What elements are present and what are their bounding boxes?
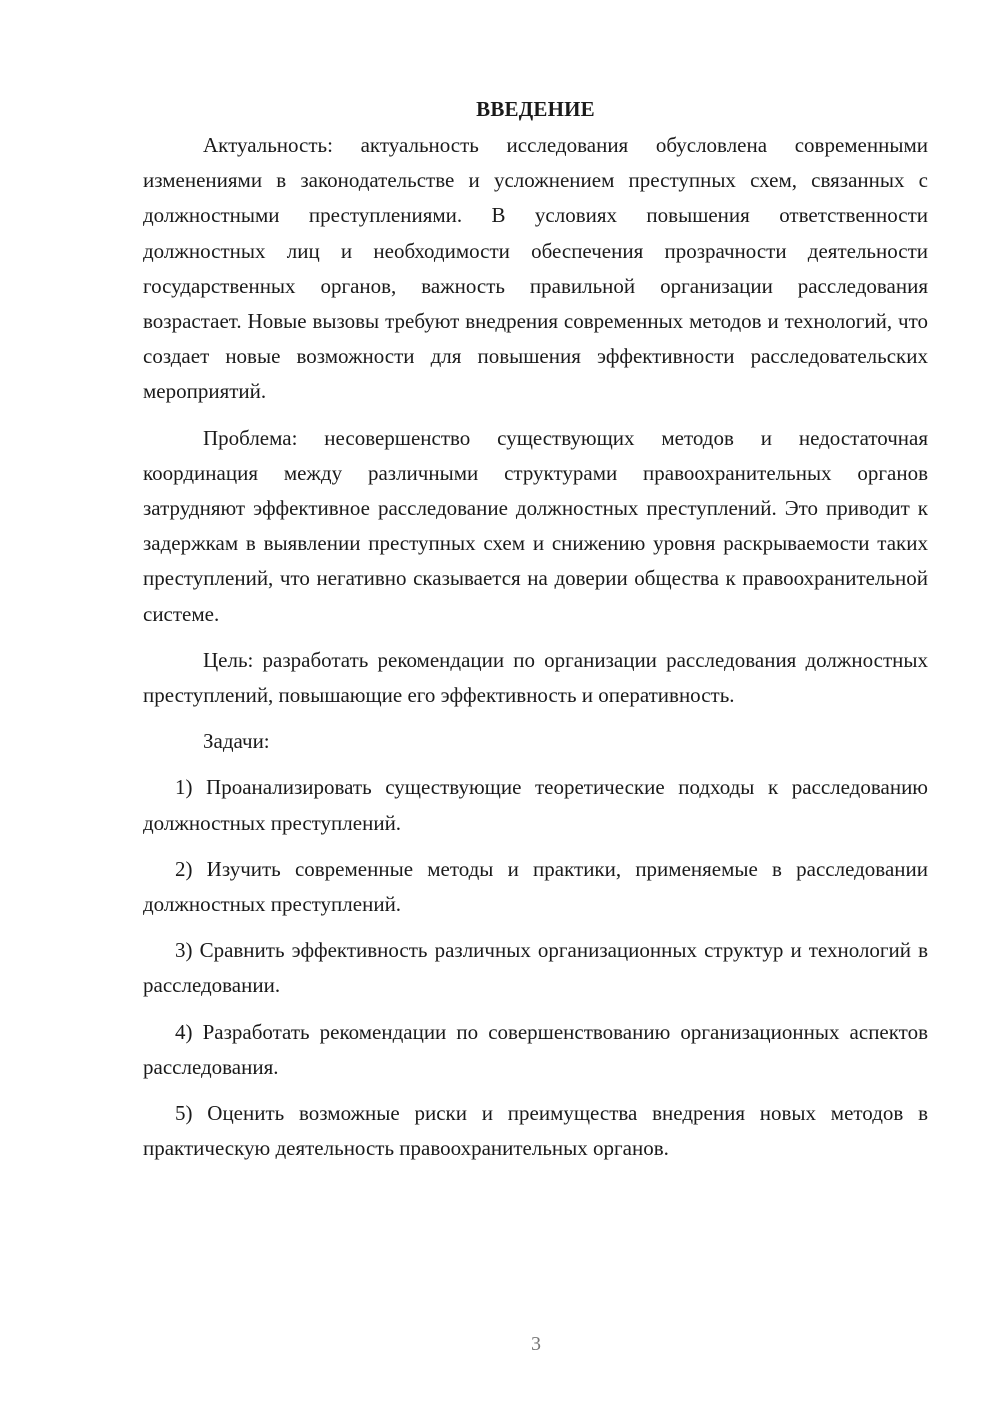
relevance-paragraph: Актуальность: актуальность исследования обусловлена современными изменениями в законодательстве и усложнением преступных схем, связанных с должностными преступлениями. В условиях повышения ответственности должностных лиц и необходимости обеспечения прозрачности деятельности государственных органов, важность правильной организации расследования возрастает. Новые вызовы требуют внедрения современных методов и технологий, что создает новые возможности для повышения эффективности расследовательских мероприятий.: [143, 133, 928, 404]
task-item-2: 2) Изучить современные методы и практики, применяемые в расследовании должностных преступлений.: [143, 856, 928, 917]
task-item-5: 5) Оценить возможные риски и преимущества внедрения новых методов в практическую деятельность правоохранительных органов.: [143, 1101, 928, 1161]
page-content: [143, 92, 928, 1166]
section-title: ВВЕДЕНИЕ: [476, 97, 595, 121]
page-number: 3: [531, 1333, 541, 1355]
task-item-4: 4) Разработать рекомендации по совершенствованию организационных аспектов расследования.: [143, 1019, 928, 1079]
tasks-heading: Задачи:: [203, 729, 270, 754]
task-item-3: 3) Сравнить эффективность различных организационных структур и технологий в расследовании.: [143, 938, 928, 998]
goal-paragraph: Цель: разработать рекомендации по организации расследования должностных преступлений, повышающие его эффективность и оперативность.: [143, 647, 928, 708]
task-item-1: 1) Проанализировать существующие теоретические подходы к расследованию должностных преступлений.: [143, 775, 928, 835]
problem-paragraph: Проблема: несовершенство существующих методов и недостаточная координация между различными структурами правоохранительных органов затрудняют эффективное расследование должностных преступлений. Это приводит к задержкам в выявлении преступных схем и снижению уровня раскрываемости таких преступлений, что негативно сказывается на доверии общества к правоохранительной системе.: [143, 425, 928, 626]
